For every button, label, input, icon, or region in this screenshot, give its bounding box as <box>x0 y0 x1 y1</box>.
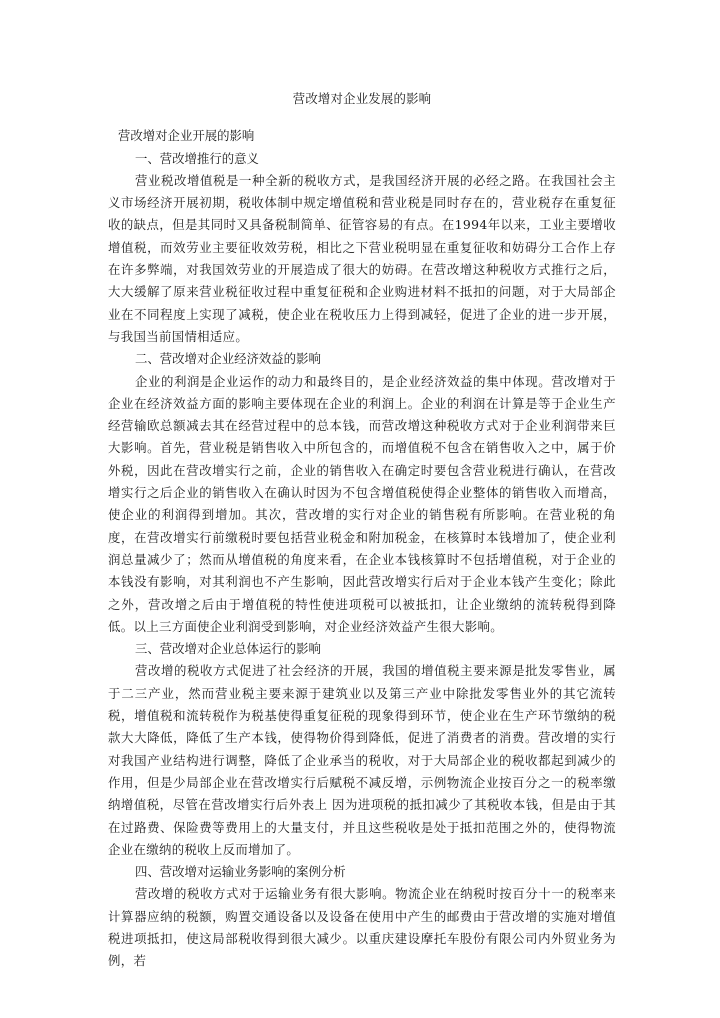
document-title: 营改增对企业发展的影响 <box>292 91 432 106</box>
section-heading: 一、营改增推行的意义 <box>135 150 259 166</box>
document-page <box>108 88 616 973</box>
section-heading: 四、营改增对运输业务影响的案例分析 <box>135 864 346 880</box>
document-subtitle: 营改增对企业开展的影响 <box>118 128 255 144</box>
section-paragraph: 营业税改增值税是一种全新的税收方式，是我国经济开展的必经之路。在我国社会主义市场经济开展初期，税收体制中规定增值税和营业税是同时存在的，营业税存在重复征收的缺点，但是其同时又具备税制简单、征管容易的有点。在1994年以来，工业主要增收增值税，而效劳业主要征收效劳税，相比之下营业税明显在重复征收和妨碍分工合作上存在许多弊端，对我国效劳业的开展造成了很大的妨碍。在营改增这种税收方式推行之后，大大缓解了原来营业税征收过程中重复征税和企业购进材料不抵扣的问题，对于大局部企业在不同程度上实现了减税，使企业在税收压力上得到减轻，促进了企业的进一步开展，与我国当前国情相适应。 <box>108 172 616 344</box>
section-paragraph: 企业的利润是企业运作的动力和最终目的，是企业经济效益的集中体现。营改增对于企业在经济效益方面的影响主要体现在企业的利润上。企业的利润在计算是等于企业生产经营输欧总额减去其在经营过程中的总本钱，而营改增这种税收方式对于企业利润带来巨大影响。首先，营业税是销售收入中所包含的，而增值税不包含在销售收入之中，属于价外税，因此在营改增实行之前，企业的销售收入在确定时要包含营业税进行确认，在营改增实行之后企业的销售收入在确认时因为不包含增值税使得企业整体的销售收入而增高，使企业的利润得到增加。其次，营改增的实行对企业的销售税有所影响。在营业税的角度，在营改增实行前缴税时要包括营业税金和附加税金，在核算时本钱增加了，使企业利润总量减少了；然而从增值税的角度来看，在企业本钱核算时不包括增值税，对于企业的本钱没有影响，对其利润也不产生影响，因此营改增实行后对于企业本钱产生变化；除此之外，营改增之后由于增值税的特性使进项税可以被抵扣，让企业缴纳的流转税得到降低。以上三方面使企业利润受到影响，对企业经济效益产生很大影响。 <box>108 373 616 634</box>
section-paragraph: 营改增的税收方式促进了社会经济的开展，我国的增值税主要来源是批发零售业，属于二三产业，然而营业税主要来源于建筑业以及第三产业中除批发零售业外的其它流转税，增值税和流转税作为税基使得重复征税的现象得到环节，使企业在生产环节缴纳的税款大大降低，降低了生产本钱，使得物价得到降低，促进了消费者的消费。营改增的实行对我国产业结构进行调整，降低了企业承当的税收，对于大局部企业的税收都起到减少的作用，但是少局部企业在营改增实行后赋税不减反增，示例物流企业按百分之一的税率缴纳增值税，尽管在营改增实行后外表上 因为进项税的抵扣减少了其税收本钱，但是由于其在过路费、保险费等费用上的大量支付，并且这些税收是处于抵扣范围之外的，使得物流企业在缴纳的税收上反而增加了。 <box>108 663 616 857</box>
section-heading: 三、营改增对企业总体运行的影响 <box>135 641 321 657</box>
section-paragraph: 营改增的税收方式对于运输业务有很大影响。物流企业在纳税时按百分十一的税率来计算器应纳的税额，购置交通设备以及设备在使用中产生的邮费由于营改增的实施对增值税进项抵扣，使这局部税收得到很大减少。以重庆建设摩托车股份有限公司内外贸业务为例，若 <box>108 886 616 969</box>
section-heading: 二、营改增对企业经济效益的影响 <box>135 351 321 367</box>
